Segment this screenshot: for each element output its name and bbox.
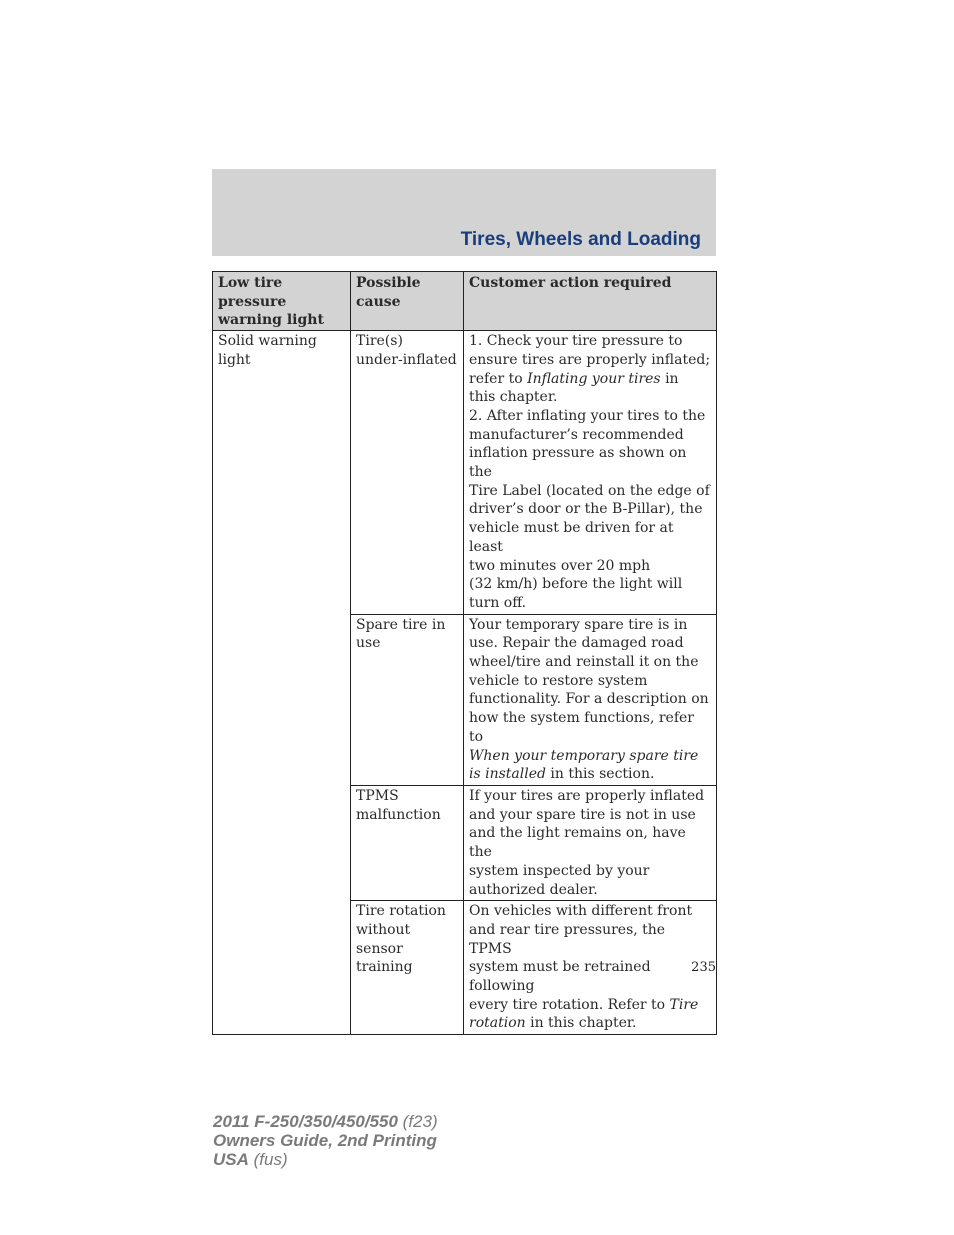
tpms-warning-table — [212, 271, 717, 1035]
footer-market: USA — [213, 1150, 249, 1169]
footer-line-model — [213, 1112, 438, 1131]
action-text: Your temporary spare tire is in use. Repair the damaged road wheel/tire and reinstall it on the vehicle to restore system functionality. For a description on how the system functions, refer to — [469, 616, 709, 745]
footer-line-guide: Owners Guide, 2nd Printing — [213, 1131, 437, 1150]
cross-reference-text: When your temporary spare tire is installed — [469, 747, 699, 783]
cause-cell: Spare tire in use — [351, 614, 464, 785]
action-text: in this chapter. — [525, 1015, 637, 1032]
cross-reference-text: Tire rotation — [469, 996, 699, 1032]
cause-cell: Tire rotation without sensor training — [351, 901, 464, 1035]
cross-reference-text: Inflating your tires — [527, 370, 661, 387]
footer-line-market — [213, 1150, 438, 1169]
action-cell — [464, 331, 717, 615]
warning-light-cell: Solid warning light — [213, 331, 351, 1035]
action-text: If your tires are properly inflated and your spare tire is not in use and the light remains on, have the system inspected by your authorized dealer. — [469, 787, 705, 898]
cause-cell: Tire(s) under-inflated — [351, 331, 464, 615]
document-footer — [213, 1112, 438, 1169]
column-header-possible-cause: Possible cause — [351, 272, 464, 331]
footer-model: 2011 F-250/350/450/550 — [213, 1112, 398, 1131]
chapter-header-band — [212, 169, 716, 256]
table-row — [213, 331, 717, 615]
column-header-customer-action: Customer action required — [464, 272, 717, 331]
action-text: 1. Check your tire pressure to ensure tires are properly inflated; refer to — [469, 333, 711, 387]
action-text: in this chapter. 2. After inflating your tires to the manufacturer’s recommended inflation pressure as shown on the Tire Label (located on the edge of driver’s door or the B-Pillar), the vehicle must be driven for at least two minutes over 20 mph (32 km/h) before the light will turn off. — [469, 370, 710, 611]
chapter-title: Tires, Wheels and Loading — [460, 229, 701, 250]
action-cell — [464, 785, 717, 900]
action-text: On vehicles with different front and rear tire pressures, the TPMS system must be retrained following every tire rotation. Refer to — [469, 903, 693, 1013]
page-number: 235 — [691, 960, 716, 975]
table-header-row — [213, 272, 717, 331]
cause-cell: TPMS malfunction — [351, 785, 464, 900]
footer-market-code: (fus) — [248, 1150, 288, 1169]
column-header-warning-light: Low tire pressure warning light — [213, 272, 351, 331]
action-text: in this section. — [545, 766, 655, 783]
action-cell — [464, 614, 717, 785]
footer-model-code: (f23) — [397, 1112, 438, 1131]
